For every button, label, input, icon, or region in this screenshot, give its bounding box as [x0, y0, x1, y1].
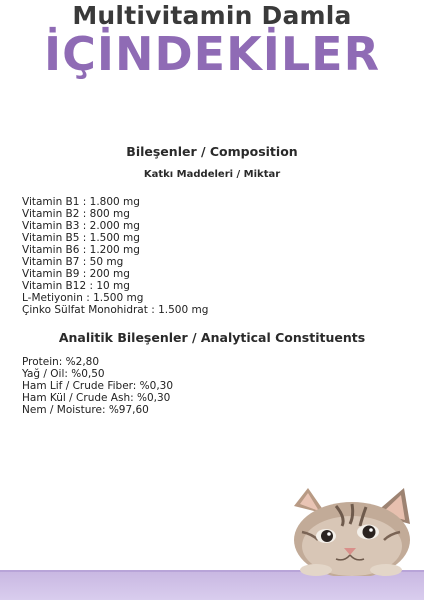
composition-heading: Bileşenler / Composition [126, 144, 298, 159]
list-item: Nem / Moisture: %97,60 [22, 404, 149, 416]
cat-peeking-image [286, 484, 416, 576]
list-item: Vitamin B12 : 10 mg [22, 280, 130, 292]
list-item: Ham Lif / Crude Fiber: %0,30 [22, 380, 174, 392]
additives-heading: Katkı Maddeleri / Miktar [143, 169, 281, 180]
list-item: Yağ / Oil: %0,50 [22, 368, 105, 380]
list-item: L-Metiyonin : 1.500 mg [22, 292, 144, 304]
vitamin-list [22, 196, 208, 316]
list-item: Vitamin B2 : 800 mg [22, 208, 130, 220]
list-item: Vitamin B1 : 1.800 mg [22, 196, 140, 208]
list-item: Vitamin B7 : 50 mg [22, 256, 124, 268]
list-item: Protein: %2,80 [22, 356, 100, 368]
list-item: Çinko Sülfat Monohidrat : 1.500 mg [22, 304, 209, 316]
list-item: Vitamin B6 : 1.200 mg [22, 244, 140, 256]
list-item: Vitamin B3 : 2.000 mg [22, 220, 140, 232]
page-subtitle: İÇİNDEKİLER [43, 27, 380, 81]
analytical-heading: Analitik Bileşenler / Analytical Constituents [58, 330, 366, 345]
page-title: Multivitamin Damla [72, 1, 352, 30]
list-item: Vitamin B9 : 200 mg [22, 268, 130, 280]
list-item: Vitamin B5 : 1.500 mg [22, 232, 140, 244]
list-item: Ham Kül / Crude Ash: %0,30 [22, 392, 171, 404]
footer-band [0, 572, 424, 600]
analytical-list [22, 356, 173, 416]
